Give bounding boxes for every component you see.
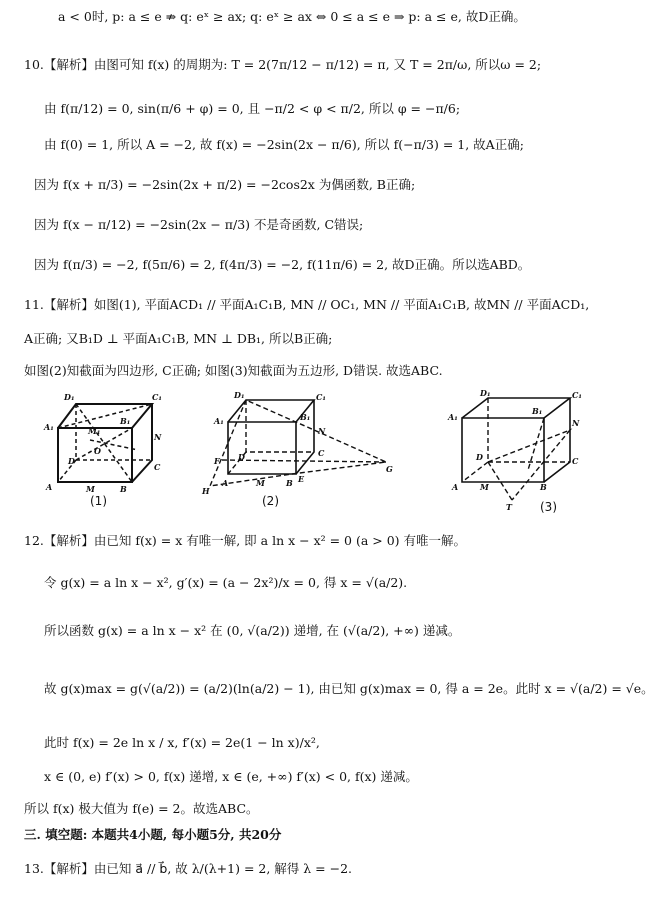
fig1-label: O [94, 446, 101, 456]
fig1-label: C [154, 462, 161, 472]
text-line-9: A正确; 又B₁D ⊥ 平面A₁C₁B, MN ⊥ DB₁, 所以B正确; [24, 331, 333, 346]
fig2-label: F [214, 456, 220, 466]
fig1-label: M₁ [88, 426, 101, 436]
text-line-16: x ∈ (0, e) f′(x) > 0, f(x) 递增, x ∈ (e, +∞) f′(x) < 0, f(x) 递减。 [44, 769, 418, 784]
fig2-label: B [286, 478, 293, 488]
fig2-label: C₁ [316, 392, 326, 402]
geometry-figures [0, 390, 658, 520]
fig1-label: B₁ [120, 416, 131, 426]
fig2-label: A [222, 478, 229, 488]
text-line-1: a < 0时, p: a ≤ e ⇏ q: eˣ ≥ ax; q: eˣ ≥ ax ⇔ 0 ≤ a ≤ e ⇒ p: a ≤ e, 故D正确。 [58, 9, 526, 24]
fig1-label: A [46, 482, 53, 492]
text-line-12: 令 g(x) = a ln x − x², g′(x) = (a − 2x²)/x = 0, 得 x = √(a/2). [44, 575, 408, 590]
fig2-label: N [318, 426, 326, 436]
text-line-13: 所以函数 g(x) = a ln x − x² 在 (0, √(a/2)) 递增, 在 (√(a/2), +∞) 递减。 [44, 623, 461, 638]
fig1-label: A₁ [44, 422, 54, 432]
fig2-label: M [256, 478, 265, 488]
fig1-label: M [86, 484, 95, 494]
text-line-10: 如图(2)知截面为四边形, C正确; 如图(3)知截面为五边形, D错误. 故选ABC. [24, 363, 443, 378]
fig3-label: N [572, 418, 580, 428]
section-heading: 三. 填空题: 本题共4小题, 每小题5分, 共20分 [24, 827, 282, 842]
figure-3-cube [440, 390, 600, 515]
figure-2-caption: (2) [262, 494, 279, 508]
text-line-11: 12.【解析】由已知 f(x) = x 有唯一解, 即 a ln x − x² = 0 (a > 0) 有唯一解。 [24, 533, 467, 548]
fig3-label: B₁ [532, 406, 543, 416]
text-line-4: 由 f(0) = 1, 所以 A = −2, 故 f(x) = −2sin(2x − π/6), 所以 f(−π/3) = 1, 故A正确; [44, 137, 524, 152]
fig3-label: A₁ [448, 412, 458, 422]
text-line-3: 由 f(π/12) = 0, sin(π/6 + φ) = 0, 且 −π/2 < φ < π/2, 所以 φ = −π/6; [44, 101, 461, 116]
fig1-label: D [68, 456, 75, 466]
fig3-label: B [540, 482, 547, 492]
fig3-label: M [480, 482, 489, 492]
text-line-5: 因为 f(x + π/3) = −2sin(2x + π/2) = −2cos2x 为偶函数, B正确; [34, 177, 416, 192]
fig1-label: D₁ [64, 392, 75, 402]
fig2-label: B₁ [300, 412, 311, 422]
figure-1-cube [40, 390, 170, 505]
fig1-label: B [120, 484, 127, 494]
fig3-label: T [506, 502, 512, 512]
fig2-label: C [318, 448, 325, 458]
fig3-label: D [476, 452, 483, 462]
figure-3-caption: (3) [540, 500, 557, 514]
figure-2-cube [200, 390, 400, 505]
fig2-label: D₁ [234, 390, 245, 400]
text-line-8: 11.【解析】如图(1), 平面ACD₁ // 平面A₁C₁B, MN // OC₁, MN // 平面A₁C₁B, 故MN // 平面ACD₁, [24, 297, 590, 312]
text-line-6: 因为 f(x − π/12) = −2sin(2x − π/3) 不是奇函数, C错误; [34, 217, 364, 232]
fig2-label: G [386, 464, 393, 474]
text-line-17: 所以 f(x) 极大值为 f(e) = 2。故选ABC。 [24, 801, 259, 816]
fig3-label: A [452, 482, 459, 492]
text-line-14: 故 g(x)max = g(√(a/2)) = (a/2)(ln(a/2) − 1), 由已知 g(x)max = 0, 得 a = 2e。此时 x = √(a/2) = √e。 [44, 681, 654, 696]
fig2-label: D [238, 452, 245, 462]
text-line-15: 此时 f(x) = 2e ln x / x, f′(x) = 2e(1 − ln x)/x², [44, 735, 320, 750]
fig3-label: D₁ [480, 390, 491, 398]
fig1-label: N [154, 432, 162, 442]
fig3-label: C [572, 456, 579, 466]
text-line-18: 13.【解析】由已知 a⃗ // b⃗, 故 λ/(λ+1) = 2, 解得 λ = −2. [24, 861, 353, 876]
figure-1-caption: (1) [90, 494, 107, 508]
text-line-2: 10.【解析】由图可知 f(x) 的周期为: T = 2(7π/12 − π/12) = π, 又 T = 2π/ω, 所以ω = 2; [24, 57, 542, 72]
fig2-label: H [202, 486, 210, 496]
fig1-label: C₁ [152, 392, 162, 402]
fig2-label: E [298, 474, 305, 484]
fig2-label: A₁ [214, 416, 224, 426]
text-line-7: 因为 f(π/3) = −2, f(5π/6) = 2, f(4π/3) = −2, f(11π/6) = 2, 故D正确。所以选ABD。 [34, 257, 531, 272]
fig3-label: C₁ [572, 390, 582, 400]
